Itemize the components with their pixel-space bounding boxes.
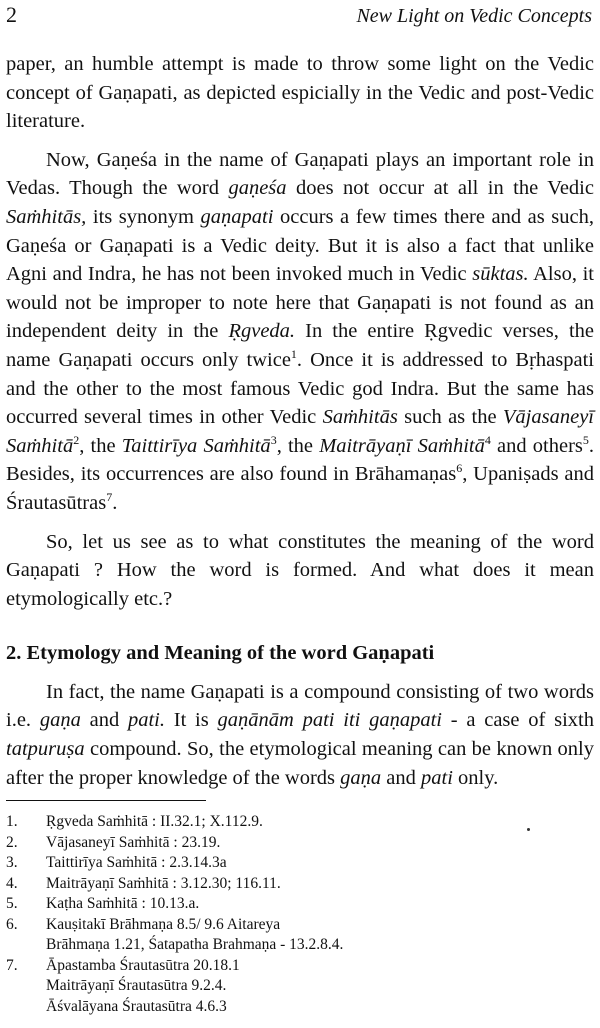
footnote-line: Āpastamba Śrautasūtra 20.18.1: [46, 956, 240, 974]
footnote-rule: [6, 800, 206, 801]
footnote-item: [6, 853, 590, 874]
paragraph-etymology: [6, 678, 594, 792]
footnote-line: Kauṣitakī Brāhmaṇa 8.5/ 9.6 Aitareya: [46, 915, 281, 933]
text-run: such as the: [397, 406, 503, 429]
footnote-ref: 6: [456, 461, 463, 476]
body-text: [6, 50, 594, 802]
paragraph-intro-continued: [6, 50, 594, 136]
text-run: only.: [452, 766, 499, 789]
text-run: and: [80, 709, 128, 732]
text-run: occurs a few times there and as such, Gaṇeśa or Gaṇapati is a Vedic deity. But it is also a fact that unlike Agni and Indra, he has not been invoked much in Vedic: [6, 205, 594, 286]
italic-term: gaṇeśa: [228, 177, 287, 200]
paragraph-question: [6, 528, 594, 614]
text-run: Also, it would not be improper to note here that Gaṇapati is not found as an independent deity in the: [6, 263, 594, 343]
footnote-item: [6, 915, 590, 956]
footnote-number: 5.: [6, 895, 18, 912]
text-run: compound. So, the etymological meaning can be known only after the proper knowledge of the words: [6, 738, 594, 789]
footnote-line: Brāhmaṇa 1.21, Śatapatha Brahmaṇa - 13.2.8.4.: [46, 936, 344, 953]
section-heading: 2. Etymology and Meaning of the word Gaṇapati: [6, 642, 435, 665]
italic-term: Ṛgveda.: [228, 320, 296, 343]
text-run: It is: [165, 709, 218, 732]
text-run: , the: [79, 434, 122, 457]
footnote-line: Maitrāyaṇī Śrautasūtra 9.2.4.: [46, 977, 227, 994]
footnote-item: [6, 833, 590, 854]
text-run: its synonym: [86, 205, 201, 228]
italic-term: Taittirīya Saṁhitā: [121, 434, 271, 457]
italic-term: Vājasaneyī Saṁhitā: [6, 406, 594, 457]
italic-term: tatpuruṣa: [6, 738, 85, 761]
footnote-text: [46, 853, 227, 874]
footnote-ref: 5: [582, 432, 589, 447]
italic-term: gaṇa: [39, 709, 81, 732]
footnote-text: [46, 956, 240, 1018]
footnote-line: Vājasaneyī Saṁhitā : 23.19.: [46, 833, 221, 851]
italic-term: sūktas.: [472, 263, 529, 286]
page-header: [6, 2, 592, 32]
italic-term: gaṇa: [340, 766, 382, 789]
footnote-ref: 7: [106, 490, 113, 505]
text-run: So, let us see as to what constitutes the meaning of the word Gaṇapati ? How the word is formed. And what does it mean etymologically etc.?: [6, 530, 594, 610]
footnote-line: Kaṭha Saṁhitā : 10.13.a.: [46, 895, 200, 912]
footnote-text: [46, 894, 199, 915]
text-run: paper, an humble attempt is made to throw some light on the Vedic concept of Gaṇapati, as depicted espicially in the Vedic and post-Vedic literature.: [6, 53, 594, 133]
text-run: and others: [490, 434, 583, 457]
text-run: In the entire Ṛgvedic verses, the name Gaṇapati occurs only twice: [6, 320, 594, 371]
footnote-text: [46, 915, 343, 956]
footnote-text: [46, 833, 220, 854]
footnotes: [6, 812, 590, 1017]
text-run: . Once it is addressed to Bṛhaspati and the other to the most famous Vedic god Indra. But the same has occurred several times in other Vedic: [6, 348, 594, 429]
footnote-item: [6, 894, 590, 915]
text-run: Now, Gaṇeśa in the name of Gaṇapati plays an important role in Vedas. Though the word: [6, 148, 594, 200]
footnote-line: Taittirīya Saṁhitā : 2.3.14.3a: [46, 854, 227, 871]
text-run: In fact, the name Gaṇapati is a compound consisting of two words i.e.: [6, 680, 594, 732]
footnote-item: [6, 874, 590, 895]
text-run: and: [381, 766, 422, 789]
running-head: New Light on Vedic Concepts: [356, 5, 592, 27]
footnote-number: 6.: [6, 915, 18, 933]
footnote-line: Āśvalāyana Śrautasūtra 4.6.3: [46, 997, 227, 1015]
italic-term: gaṇapati: [200, 205, 274, 228]
italic-term: Maitrāyaṇī Saṁhitā: [319, 434, 485, 457]
footnote-item: [6, 812, 590, 833]
text-run: . Besides, its occurrences are also found in Brāhamaṇas: [6, 434, 595, 486]
footnote-line: Ṛgveda Saṁhitā : II.32.1; X.112.9.: [46, 813, 263, 830]
text-run: - a case of sixth: [442, 709, 594, 732]
print-speck: [527, 828, 530, 831]
footnote-ref: 3: [270, 432, 277, 447]
footnote-text: [46, 812, 263, 833]
text-run: .: [112, 491, 118, 514]
italic-term: pati.: [127, 709, 165, 732]
text-run: does not occur at all in the Vedic: [286, 177, 594, 200]
italic-term: pati: [421, 766, 453, 789]
italic-term: Saṁhitās,: [6, 205, 87, 228]
footnote-number: 2.: [6, 833, 18, 851]
text-run: , Upaniṣads and Śrautasūtras: [6, 463, 594, 514]
footnote-number: 4.: [6, 874, 18, 892]
footnote-number: 7.: [6, 956, 18, 974]
footnote-ref: 2: [73, 432, 80, 447]
footnote-line: Maitrāyaṇī Saṁhitā : 3.12.30; 116.11.: [46, 874, 281, 892]
italic-term: Saṁhitās: [322, 406, 398, 429]
page-number: 2: [6, 2, 17, 27]
footnote-ref: 4: [484, 432, 491, 447]
footnote-item: [6, 956, 590, 1018]
footnote-number: 1.: [6, 813, 18, 830]
text-run: , the: [276, 434, 320, 457]
footnote-number: 3.: [6, 854, 18, 871]
paragraph-ganesa-in-vedas: [6, 146, 594, 518]
italic-term: gaṇānām pati iti gaṇapati: [217, 709, 442, 732]
footnote-text: [46, 874, 281, 895]
footnote-ref: 1: [290, 347, 297, 362]
